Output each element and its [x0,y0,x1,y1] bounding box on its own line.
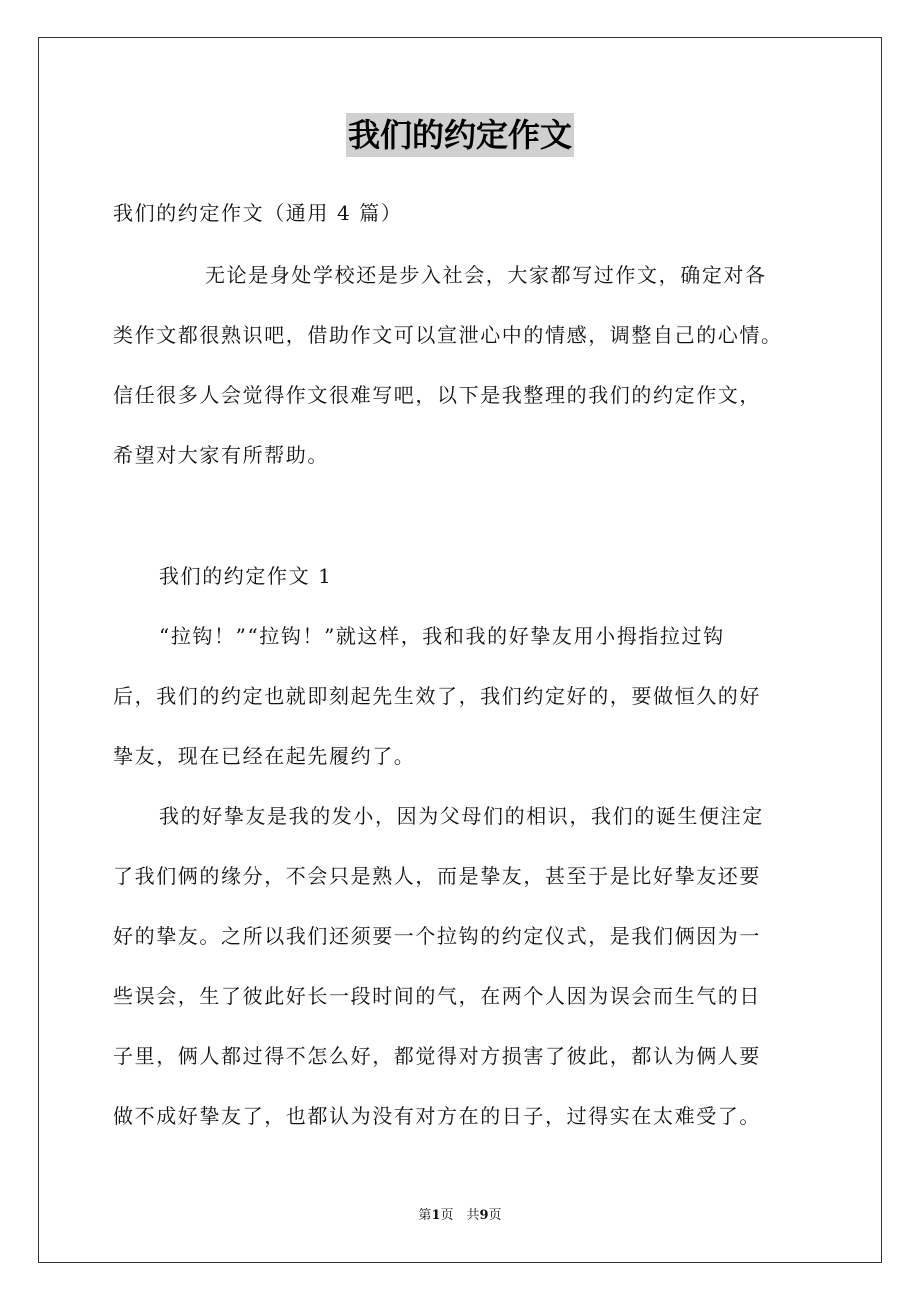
paragraph2-line-3: 好的挚友。之所以我们还须要一个拉钩的约定仪式，是我们俩因为一 [113,924,761,948]
footer-mid: 页 共 [440,1208,480,1223]
intro-line-1: 无论是身处学校还是步入社会，大家都写过作文，确定对各 [205,263,767,287]
paragraph2-line-2: 了我们俩的缘分，不会只是熟人，而是挚友，甚至于是比好挚友还要 [113,864,761,888]
intro-line-3: 信任很多人会觉得作文很难写吧，以下是我整理的我们的约定作文， [113,383,761,407]
footer-total-pages: 9 [479,1208,489,1223]
paragraph2-line-1: 我的好挚友是我的发小，因为父母们的相识，我们的诞生便注定 [159,804,764,828]
section-heading: 我们的约定作文 1 [159,564,333,588]
intro-line-4: 希望对大家有所帮助。 [113,443,329,467]
document-title: 我们的约定作文 [346,113,574,157]
document-subtitle: 我们的约定作文（通用 4 篇） [113,201,403,225]
paragraph1-line-1: “拉钩！”“拉钩！”就这样，我和我的好挚友用小拇指拉过钩 [159,624,725,648]
paragraph1-line-2: 后，我们的约定也就即刻起先生效了，我们约定好的，要做恒久的好 [113,684,761,708]
footer-prefix: 第 [418,1208,432,1223]
paragraph2-line-4: 些误会，生了彼此好长一段时间的气，在两个人因为误会而生气的日 [113,984,761,1008]
paragraph1-line-3: 挚友，现在已经在起先履约了。 [113,744,416,768]
footer-current-page: 1 [431,1208,441,1223]
footer-suffix: 页 [488,1208,502,1223]
page-footer [0,1207,920,1225]
intro-line-2: 类作文都很熟识吧，借助作文可以宣泄心中的情感，调整自己的心情。 [113,323,783,347]
paragraph2-line-5: 子里，俩人都过得不怎么好，都觉得对方损害了彼此，都认为俩人要 [113,1044,761,1068]
paragraph2-line-6: 做不成好挚友了，也都认为没有对方在的日子，过得实在太难受了。 [113,1104,761,1128]
title-container [0,113,920,157]
